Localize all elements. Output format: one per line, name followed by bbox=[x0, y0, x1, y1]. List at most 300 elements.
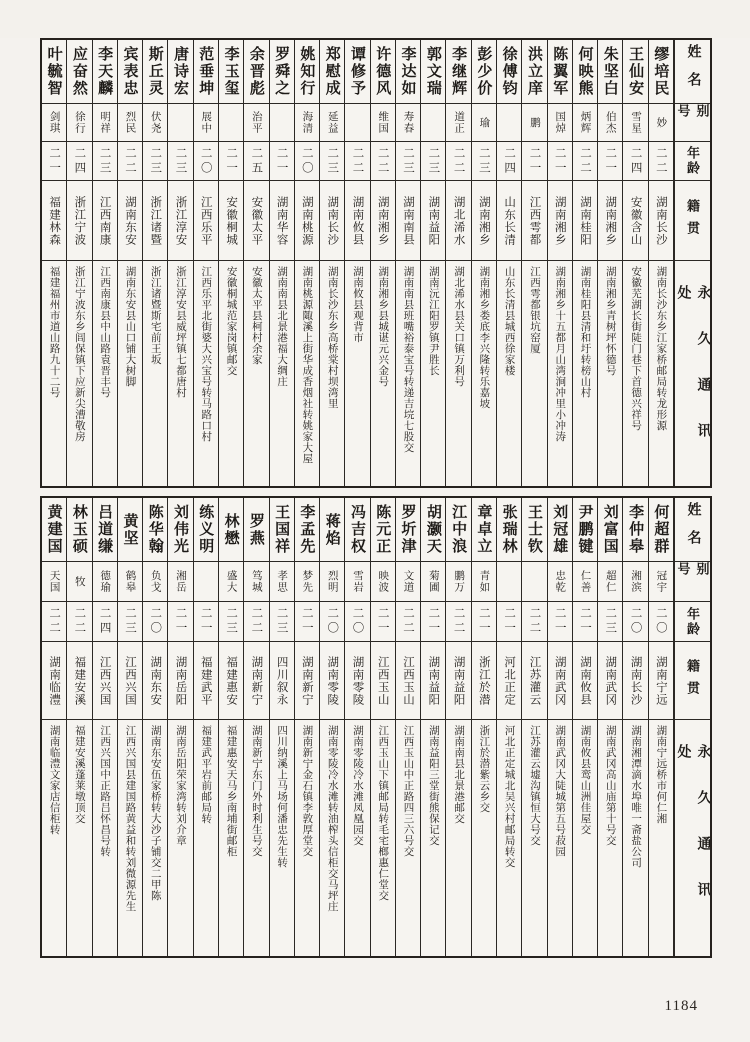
person-native-place: 湖南南县 bbox=[396, 181, 420, 261]
person-native-place: 湖南宁远 bbox=[649, 642, 673, 720]
person-column bbox=[371, 40, 396, 486]
person-name: 尹鹏键 bbox=[573, 498, 597, 562]
person-name: 许德风 bbox=[371, 40, 395, 104]
person-age: 二一 bbox=[598, 142, 622, 181]
person-name: 姚知行 bbox=[295, 40, 319, 104]
person-native-place: 湖南湘乡 bbox=[548, 181, 572, 261]
person-address: 湖南东安伍家桥转大沙子铺交二甲陈 bbox=[149, 725, 161, 901]
person-name: 罗舜之 bbox=[270, 40, 294, 104]
person-age: 二〇 bbox=[295, 142, 319, 181]
person-name: 王士钦 bbox=[522, 498, 546, 562]
person-name: 洪立庠 bbox=[522, 40, 546, 104]
person-name: 李玉玺 bbox=[219, 40, 243, 104]
person-address: 江西兴国中正路吕怀昌号转 bbox=[99, 725, 111, 857]
person-address: 江西玉山中正路四三六号交 bbox=[402, 725, 414, 857]
person-native-place: 山东长清 bbox=[497, 181, 521, 261]
header-column bbox=[674, 40, 710, 486]
person-address: 湖南武冈大陡城第五号菽园 bbox=[554, 725, 566, 857]
person-alias bbox=[497, 562, 521, 602]
person-column bbox=[93, 498, 118, 956]
person-column bbox=[548, 40, 573, 486]
header-native-label: 籍贯 bbox=[675, 642, 710, 720]
person-column bbox=[598, 498, 623, 956]
person-column bbox=[396, 498, 421, 956]
person-age: 二三 bbox=[93, 142, 117, 181]
person-address: 福建安溪蓬莱墩顶交 bbox=[73, 725, 85, 824]
person-column bbox=[497, 40, 522, 486]
person-address: 浙江於潜紫云乡交 bbox=[478, 725, 490, 813]
person-native-place: 福建林森 bbox=[42, 181, 66, 261]
person-alias: 湘岳 bbox=[168, 562, 192, 602]
person-name: 斯丘灵 bbox=[143, 40, 167, 104]
person-native-place: 湖南湘乡 bbox=[472, 181, 496, 261]
person-age: 二〇 bbox=[194, 142, 218, 181]
person-native-place: 安徽含山 bbox=[623, 181, 647, 261]
person-address: 湖南湘乡十五都月山湾涧冲里小冲涛 bbox=[554, 266, 566, 442]
person-native-place: 安徽桐城 bbox=[219, 181, 243, 261]
person-age: 二三 bbox=[598, 602, 622, 642]
person-column bbox=[472, 498, 497, 956]
person-name: 范垂坤 bbox=[194, 40, 218, 104]
person-native-place: 安徽太平 bbox=[244, 181, 268, 261]
person-name: 李达如 bbox=[396, 40, 420, 104]
person-address: 湖南湘乡娄底李兴隆转乐嘉坡 bbox=[478, 266, 490, 409]
header-address-label: 永久通讯处 bbox=[675, 285, 710, 469]
person-age: 二三 bbox=[270, 602, 294, 642]
person-address: 福建福州市道山路九十二号 bbox=[48, 266, 60, 398]
person-alias: 伯杰 bbox=[598, 104, 622, 142]
person-name: 江中浪 bbox=[446, 498, 470, 562]
person-native-place: 湖南桃源 bbox=[295, 181, 319, 261]
person-address: 浙江诸暨斯宅前王坂 bbox=[149, 266, 161, 365]
person-address: 安徽太平县柯村余家 bbox=[250, 266, 262, 365]
person-native-place: 湖南武冈 bbox=[598, 642, 622, 720]
person-name: 罗圻津 bbox=[396, 498, 420, 562]
person-column bbox=[168, 498, 193, 956]
person-column bbox=[396, 40, 421, 486]
person-age: 二一 bbox=[548, 602, 572, 642]
person-name: 王国祥 bbox=[270, 498, 294, 562]
person-name: 谭修予 bbox=[345, 40, 369, 104]
person-native-place: 湖南临澧 bbox=[42, 642, 66, 720]
person-alias bbox=[270, 104, 294, 142]
person-address: 福建惠安天马乡南埔街邮柜 bbox=[225, 725, 237, 857]
person-alias: 雪星 bbox=[623, 104, 647, 142]
person-column bbox=[522, 40, 547, 486]
person-address: 湖南桂阳县清和圩转榜山村 bbox=[579, 266, 591, 398]
person-address: 湖南南县北景港邮交 bbox=[453, 725, 465, 824]
header-address-label: 永久通讯处 bbox=[675, 744, 710, 928]
person-name: 李孟先 bbox=[295, 498, 319, 562]
person-age: 二一 bbox=[497, 602, 521, 642]
person-age: 二二 bbox=[522, 602, 546, 642]
person-age: 二四 bbox=[93, 602, 117, 642]
person-age: 二一 bbox=[295, 602, 319, 642]
person-name: 陈华翰 bbox=[143, 498, 167, 562]
person-name: 朱坚白 bbox=[598, 40, 622, 104]
person-column bbox=[573, 498, 598, 956]
person-name: 叶毓智 bbox=[42, 40, 66, 104]
person-age: 二四 bbox=[623, 142, 647, 181]
person-name: 刘冠雄 bbox=[548, 498, 572, 562]
person-native-place: 湖南益阳 bbox=[446, 642, 470, 720]
person-name: 王仙安 bbox=[623, 40, 647, 104]
person-alias: 菊圃 bbox=[421, 562, 445, 602]
person-native-place: 湖南长沙 bbox=[320, 181, 344, 261]
person-address: 江西雩都银坑窑厦 bbox=[528, 266, 540, 354]
person-name: 刘富国 bbox=[598, 498, 622, 562]
person-alias: 天国 bbox=[42, 562, 66, 602]
person-age: 二二 bbox=[446, 602, 470, 642]
person-column bbox=[522, 498, 547, 956]
person-column bbox=[371, 498, 396, 956]
person-column bbox=[472, 40, 497, 486]
person-column bbox=[623, 40, 648, 486]
person-alias bbox=[497, 104, 521, 142]
person-name: 蒋焰 bbox=[320, 498, 344, 562]
person-address: 安徽芜湖长街陡门巷下首德兴祥号 bbox=[630, 266, 642, 431]
person-column bbox=[67, 498, 92, 956]
person-alias: 湘滨 bbox=[623, 562, 647, 602]
person-column bbox=[345, 498, 370, 956]
person-address: 湖南宁远桥市何仁湘 bbox=[655, 725, 667, 824]
person-column bbox=[67, 40, 92, 486]
person-alias bbox=[421, 104, 445, 142]
person-native-place: 河北正定 bbox=[497, 642, 521, 720]
person-native-place: 江西雩都 bbox=[522, 181, 546, 261]
person-address: 湖南湘乡县城谌元兴金号 bbox=[377, 266, 389, 387]
person-address: 江西南康县中山路袁晋丰号 bbox=[99, 266, 111, 398]
person-column bbox=[446, 498, 471, 956]
page-number: 1184 bbox=[664, 998, 698, 1014]
person-name: 罗燕 bbox=[244, 498, 268, 562]
person-address: 四川纳溪上马场何潘忠先生转 bbox=[276, 725, 288, 868]
person-column bbox=[295, 40, 320, 486]
person-name: 胡灏天 bbox=[421, 498, 445, 562]
person-native-place: 湖南东安 bbox=[143, 642, 167, 720]
person-alias: 德瑜 bbox=[93, 562, 117, 602]
person-alias: 青如 bbox=[472, 562, 496, 602]
person-alias: 维国 bbox=[371, 104, 395, 142]
person-column bbox=[270, 40, 295, 486]
person-native-place: 江苏灌云 bbox=[522, 642, 546, 720]
person-age: 二一 bbox=[421, 602, 445, 642]
person-native-place: 浙江淳安 bbox=[168, 181, 192, 261]
person-column bbox=[421, 40, 446, 486]
person-alias: 笃城 bbox=[244, 562, 268, 602]
person-alias: 炳辉 bbox=[573, 104, 597, 142]
person-column bbox=[244, 498, 269, 956]
person-address: 湖南攸县观背市 bbox=[351, 266, 363, 343]
person-address: 湖南新宁金石镇李敦厚堂交 bbox=[301, 725, 313, 857]
person-column bbox=[244, 40, 269, 486]
person-alias: 雪岩 bbox=[345, 562, 369, 602]
header-name-label: 姓名 bbox=[675, 498, 710, 562]
person-column bbox=[295, 498, 320, 956]
person-age: 二〇 bbox=[649, 602, 673, 642]
person-column bbox=[270, 498, 295, 956]
person-native-place: 江西兴国 bbox=[118, 642, 142, 720]
person-alias: 寿春 bbox=[396, 104, 420, 142]
person-address: 湖南南县班嘴裕泰宝号转递吉垸七股交 bbox=[402, 266, 414, 453]
person-alias: 明祥 bbox=[93, 104, 117, 142]
person-native-place: 江西玉山 bbox=[371, 642, 395, 720]
person-address: 湖南攸县鸾山洲佳屋交 bbox=[579, 725, 591, 835]
person-alias bbox=[522, 562, 546, 602]
person-name: 刘伟光 bbox=[168, 498, 192, 562]
person-name: 李仲皋 bbox=[623, 498, 647, 562]
person-age: 二二 bbox=[446, 142, 470, 181]
person-native-place: 湖南长沙 bbox=[649, 181, 673, 261]
person-name: 练义明 bbox=[194, 498, 218, 562]
person-age: 二二 bbox=[118, 142, 142, 181]
person-address: 江西兴国县建国路黄益和转刘微源先生 bbox=[124, 725, 136, 912]
person-name: 何超群 bbox=[649, 498, 673, 562]
person-alias: 国焯 bbox=[548, 104, 572, 142]
person-column bbox=[623, 498, 648, 956]
person-name: 黄建国 bbox=[42, 498, 66, 562]
header-column bbox=[674, 498, 710, 956]
person-age: 二三 bbox=[168, 142, 192, 181]
person-age: 二五 bbox=[244, 142, 268, 181]
person-column bbox=[42, 498, 67, 956]
person-address: 湖南新宁东门外时利生号交 bbox=[250, 725, 262, 857]
person-native-place: 湖南桂阳 bbox=[573, 181, 597, 261]
person-age: 二二 bbox=[42, 602, 66, 642]
person-column bbox=[548, 498, 573, 956]
person-alias bbox=[168, 104, 192, 142]
person-alias bbox=[345, 104, 369, 142]
person-native-place: 湖南零陵 bbox=[345, 642, 369, 720]
person-age: 二〇 bbox=[345, 602, 369, 642]
person-name: 徐傅钧 bbox=[497, 40, 521, 104]
person-column bbox=[649, 498, 674, 956]
person-alias: 孝思 bbox=[270, 562, 294, 602]
person-column bbox=[168, 40, 193, 486]
person-address: 湖南湘潭滴水埠唯一斋盐公司 bbox=[630, 725, 642, 868]
person-name: 何映熊 bbox=[573, 40, 597, 104]
person-address: 湖南南县北景港福大绸庄 bbox=[276, 266, 288, 387]
person-age: 二四 bbox=[497, 142, 521, 181]
person-address: 浙江淳安县威坪镇七都唐村 bbox=[175, 266, 187, 398]
person-column bbox=[42, 40, 67, 486]
person-column bbox=[118, 40, 143, 486]
person-name: 彭少价 bbox=[472, 40, 496, 104]
person-address: 湖南益阳三堂街熊保记交 bbox=[427, 725, 439, 846]
person-address: 福建武平岩前邮局转 bbox=[200, 725, 212, 824]
person-age: 二四 bbox=[67, 142, 91, 181]
person-age: 二二 bbox=[345, 142, 369, 181]
person-native-place: 湖南益阳 bbox=[421, 642, 445, 720]
person-name: 余晋彪 bbox=[244, 40, 268, 104]
person-address: 江西乐平北街婆大兴宝号转马路口村 bbox=[200, 266, 212, 442]
person-address: 湖南东安县山口铺大树脚 bbox=[124, 266, 136, 387]
person-address: 安徽桐城范家岗镇邮交 bbox=[225, 266, 237, 376]
person-name: 林玉硕 bbox=[67, 498, 91, 562]
person-alias bbox=[194, 562, 218, 602]
person-column bbox=[446, 40, 471, 486]
person-native-place: 福建惠安 bbox=[219, 642, 243, 720]
person-age: 二三 bbox=[472, 142, 496, 181]
person-alias: 文道 bbox=[396, 562, 420, 602]
person-alias: 盛大 bbox=[219, 562, 243, 602]
person-age: 二一 bbox=[194, 602, 218, 642]
person-native-place: 四川叙永 bbox=[270, 642, 294, 720]
person-age: 二三 bbox=[320, 142, 344, 181]
person-age: 二一 bbox=[42, 142, 66, 181]
person-name: 郑慰成 bbox=[320, 40, 344, 104]
person-age: 二三 bbox=[396, 142, 420, 181]
person-native-place: 湖南益阳 bbox=[421, 181, 445, 261]
person-age: 二二 bbox=[371, 142, 395, 181]
person-address: 江苏灌云墟沟镇恒大号交 bbox=[528, 725, 540, 846]
person-column bbox=[345, 40, 370, 486]
person-column bbox=[421, 498, 446, 956]
person-alias: 道正 bbox=[446, 104, 470, 142]
person-alias: 展中 bbox=[194, 104, 218, 142]
person-native-place: 湖南武冈 bbox=[548, 642, 572, 720]
person-native-place: 浙江於潜 bbox=[472, 642, 496, 720]
person-age: 二一 bbox=[270, 142, 294, 181]
person-alias: 超仁 bbox=[598, 562, 622, 602]
person-age: 二二 bbox=[573, 142, 597, 181]
person-alias: 冠宇 bbox=[649, 562, 673, 602]
person-column bbox=[649, 40, 674, 486]
person-address: 河北正定城北吴兴村邮局转交 bbox=[503, 725, 515, 868]
person-name: 陈翼军 bbox=[548, 40, 572, 104]
person-age: 二一 bbox=[472, 602, 496, 642]
person-age: 二一 bbox=[522, 142, 546, 181]
header-age-label: 年龄 bbox=[675, 142, 710, 181]
person-address: 浙江宁波东乡闾保镇下应新尖漕敬房 bbox=[73, 266, 85, 442]
person-native-place: 江西乐平 bbox=[194, 181, 218, 261]
person-column bbox=[143, 498, 168, 956]
person-age: 二一 bbox=[219, 142, 243, 181]
person-native-place: 湖南华容 bbox=[270, 181, 294, 261]
person-alias: 剑琪 bbox=[42, 104, 66, 142]
person-name: 张瑞林 bbox=[497, 498, 521, 562]
person-alias: 牧 bbox=[67, 562, 91, 602]
person-address: 湖南桃源陬溪上街华成香烟社转姚家大屋 bbox=[301, 266, 313, 464]
person-alias: 伏尧 bbox=[143, 104, 167, 142]
person-address: 湖南武冈高山庙第十号交 bbox=[604, 725, 616, 846]
person-age: 二〇 bbox=[320, 602, 344, 642]
person-name: 郭文瑞 bbox=[421, 40, 445, 104]
person-native-place: 福建安溪 bbox=[67, 642, 91, 720]
person-native-place: 湖南新宁 bbox=[244, 642, 268, 720]
person-native-place: 湖南长沙 bbox=[623, 642, 647, 720]
person-alias: 负戈 bbox=[143, 562, 167, 602]
person-alias bbox=[219, 104, 243, 142]
person-age: 二二 bbox=[396, 602, 420, 642]
person-native-place: 湖南攸县 bbox=[573, 642, 597, 720]
person-column bbox=[194, 40, 219, 486]
person-address: 江西玉山下镇邮局转毛宅榔惠仁堂交 bbox=[377, 725, 389, 901]
person-native-place: 浙江诸暨 bbox=[143, 181, 167, 261]
person-age: 二三 bbox=[219, 602, 243, 642]
person-age: 二三 bbox=[143, 142, 167, 181]
person-name: 应奋然 bbox=[67, 40, 91, 104]
person-address: 山东长清县城西徐家楼 bbox=[503, 266, 515, 376]
person-column bbox=[194, 498, 219, 956]
person-alias: 烈民 bbox=[118, 104, 142, 142]
person-address: 湖南零陵冷水滩凤凰园交 bbox=[351, 725, 363, 846]
person-alias: 延益 bbox=[320, 104, 344, 142]
directory-table-top bbox=[40, 38, 712, 488]
person-column bbox=[497, 498, 522, 956]
person-column bbox=[320, 498, 345, 956]
person-name: 李天麟 bbox=[93, 40, 117, 104]
person-address: 湖南长沙东乡高桥棠村坝湾里 bbox=[326, 266, 338, 409]
person-alias: 妙 bbox=[649, 104, 673, 142]
person-age: 二二 bbox=[67, 602, 91, 642]
header-alias-label: 别号 bbox=[675, 104, 710, 142]
person-address: 湖北浠水县关口镇万利号 bbox=[453, 266, 465, 387]
person-native-place: 湖北浠水 bbox=[446, 181, 470, 261]
person-name: 章卓立 bbox=[472, 498, 496, 562]
person-address: 湖南沅江阳罗镇尹胜长 bbox=[427, 266, 439, 376]
person-alias: 映波 bbox=[371, 562, 395, 602]
person-native-place: 江西兴国 bbox=[93, 642, 117, 720]
person-address: 湖南长沙东乡江家桥邮局转龙形源 bbox=[655, 266, 667, 431]
person-column bbox=[320, 40, 345, 486]
person-alias: 治平 bbox=[244, 104, 268, 142]
person-name: 缪培民 bbox=[649, 40, 673, 104]
header-alias-label: 别号 bbox=[675, 562, 710, 602]
person-column bbox=[219, 498, 244, 956]
person-address: 湖南岳阳荣家湾转刘介章 bbox=[175, 725, 187, 846]
person-native-place: 湖南攸县 bbox=[345, 181, 369, 261]
person-name: 唐诗宏 bbox=[168, 40, 192, 104]
person-age: 二三 bbox=[118, 602, 142, 642]
person-native-place: 江西玉山 bbox=[396, 642, 420, 720]
person-name: 吕道缣 bbox=[93, 498, 117, 562]
person-alias: 梦先 bbox=[295, 562, 319, 602]
person-column bbox=[93, 40, 118, 486]
person-age: 二二 bbox=[649, 142, 673, 181]
person-native-place: 湖南新宁 bbox=[295, 642, 319, 720]
person-address: 湖南临澧文家店信柜转 bbox=[48, 725, 60, 835]
person-age: 二〇 bbox=[623, 602, 647, 642]
person-alias: 烈明 bbox=[320, 562, 344, 602]
person-native-place: 湖南湘乡 bbox=[371, 181, 395, 261]
person-column bbox=[143, 40, 168, 486]
person-age: 二二 bbox=[244, 602, 268, 642]
person-native-place: 浙江宁波 bbox=[67, 181, 91, 261]
person-age: 二一 bbox=[371, 602, 395, 642]
person-native-place: 福建武平 bbox=[194, 642, 218, 720]
person-column bbox=[219, 40, 244, 486]
person-native-place: 江西南康 bbox=[93, 181, 117, 261]
person-address: 湖南湘乡青树坪怀德号 bbox=[604, 266, 616, 376]
person-age: 二一 bbox=[573, 602, 597, 642]
directory-table-bottom bbox=[40, 496, 712, 958]
person-alias: 鹏万 bbox=[446, 562, 470, 602]
person-name: 宾表忠 bbox=[118, 40, 142, 104]
person-age: 二三 bbox=[421, 142, 445, 181]
person-alias: 忠乾 bbox=[548, 562, 572, 602]
header-age-label: 年龄 bbox=[675, 602, 710, 642]
person-native-place: 湖南湘乡 bbox=[598, 181, 622, 261]
person-name: 陈元正 bbox=[371, 498, 395, 562]
person-address: 湖南零陵冷水滩转油榨头信柜交马坪庄 bbox=[326, 725, 338, 912]
person-column bbox=[573, 40, 598, 486]
person-age: 二一 bbox=[548, 142, 572, 181]
person-column bbox=[598, 40, 623, 486]
scanned-page bbox=[0, 38, 750, 1042]
header-native-label: 籍贯 bbox=[675, 181, 710, 261]
person-age: 二一 bbox=[168, 602, 192, 642]
